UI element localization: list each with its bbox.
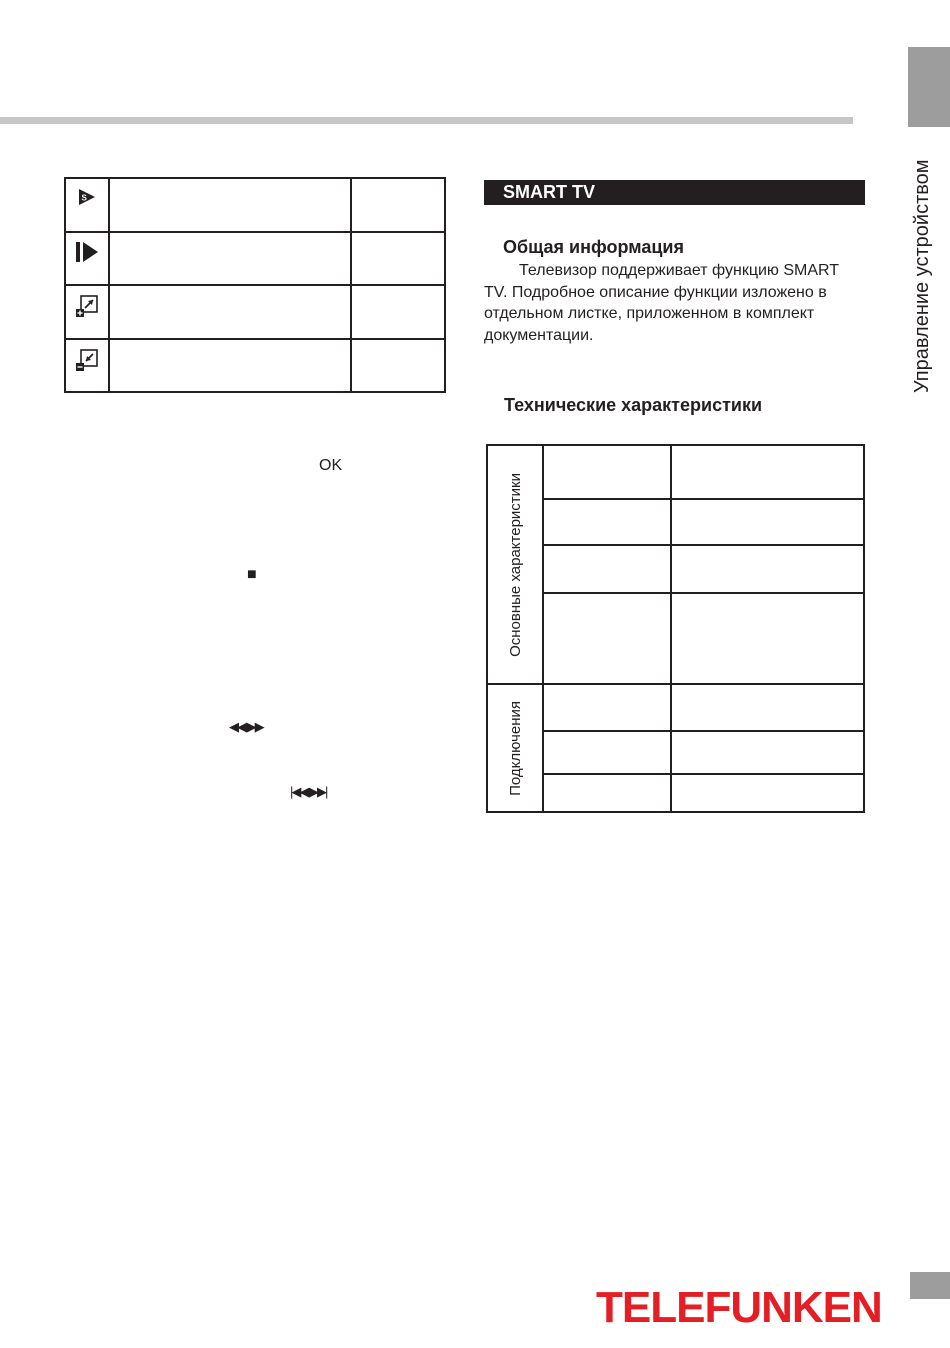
general-info-heading: Общая информация	[503, 237, 684, 257]
icon-cell	[65, 285, 109, 339]
table-row	[487, 499, 864, 545]
zoom-out-icon	[75, 348, 99, 372]
spec-value	[671, 774, 864, 812]
spec-group-connections	[487, 684, 543, 812]
icon-button-value	[351, 178, 445, 232]
header-rule	[0, 117, 853, 124]
table-row	[65, 178, 445, 232]
playback-icon-table	[64, 177, 446, 393]
spec-value	[671, 499, 864, 545]
step-play-icon	[75, 241, 99, 263]
table-row	[487, 731, 864, 774]
table-row	[487, 684, 864, 731]
rewind-forward-icon: ◀◀ ▶▶	[229, 719, 263, 734]
specs-table	[486, 444, 865, 813]
icon-button-value	[351, 285, 445, 339]
icon-description	[109, 178, 351, 232]
spec-group-label: Подключения	[506, 700, 524, 796]
table-row	[487, 774, 864, 812]
spec-group-main	[487, 445, 543, 684]
prev-next-icon: |◀◀ ▶▶|	[290, 784, 327, 799]
icon-description	[109, 232, 351, 286]
table-row	[487, 545, 864, 593]
ok-button-label: OK	[319, 457, 343, 474]
section-tab	[908, 47, 950, 127]
section-side-title: Управление устройством	[911, 159, 933, 393]
spec-key	[543, 593, 671, 684]
icon-button-value	[351, 339, 445, 393]
brand-logo: TELEFUNKEN	[596, 1283, 882, 1332]
spec-value	[671, 593, 864, 684]
spec-value	[671, 445, 864, 499]
section-title-bar: SMART TV	[484, 180, 865, 205]
table-row	[65, 232, 445, 286]
zoom-in-icon	[75, 294, 99, 318]
icon-button-value	[351, 232, 445, 286]
stop-icon: ■	[247, 566, 255, 583]
s-play-icon	[77, 187, 97, 207]
specs-heading: Технические характеристики	[504, 395, 763, 415]
spec-key	[543, 445, 671, 499]
spec-key	[543, 499, 671, 545]
spec-value	[671, 545, 864, 593]
icon-description	[109, 285, 351, 339]
spec-group-label: Основные характеристики	[506, 472, 524, 657]
spec-key	[543, 731, 671, 774]
general-info-text: Телевизор поддерживает функцию SMART TV. Подробное описание функции изложено в отдельном листке, приложенном в комплект документации.	[484, 262, 839, 344]
table-row	[487, 445, 864, 499]
spec-key	[543, 545, 671, 593]
svg-text:S: S	[81, 193, 87, 203]
page-number-tab	[910, 1272, 950, 1299]
table-row	[487, 593, 864, 684]
table-row	[65, 285, 445, 339]
icon-cell	[65, 339, 109, 393]
spec-key	[543, 774, 671, 812]
icon-cell	[65, 178, 109, 232]
spec-value	[671, 684, 864, 731]
icon-cell	[65, 232, 109, 286]
table-row	[65, 339, 445, 393]
spec-value	[671, 731, 864, 774]
spec-key	[543, 684, 671, 731]
icon-description	[109, 339, 351, 393]
